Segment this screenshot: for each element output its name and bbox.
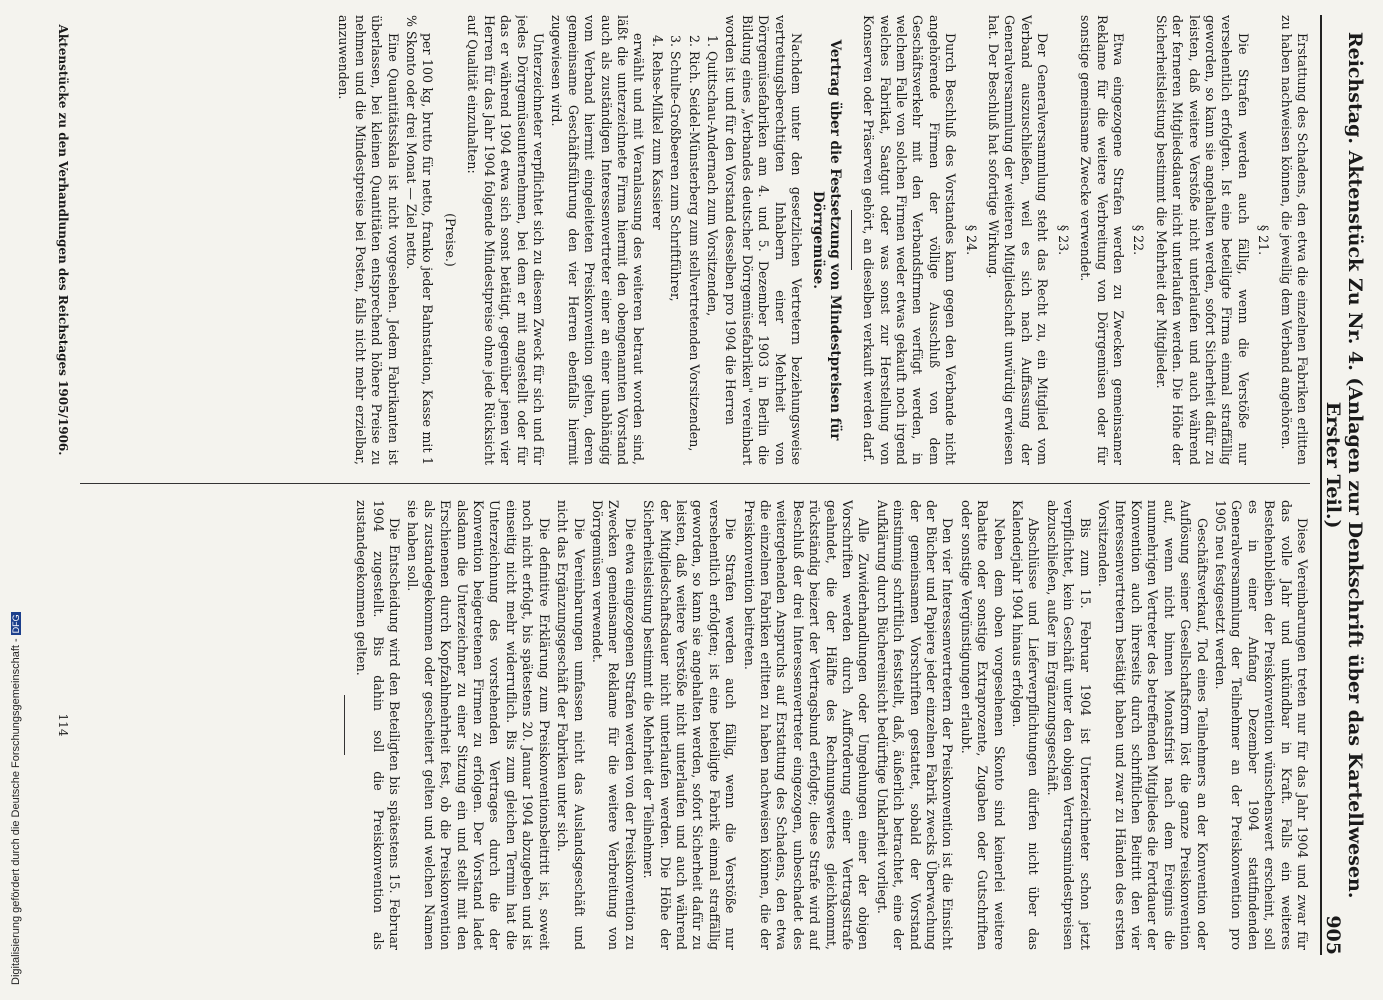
header-page-number: 905	[1322, 915, 1344, 955]
paragraph: Den vier Interessenvertretern der Preiskonvention ist die Einsicht der Bücher und Papiere jeder einzelnen Fabrik zwecks Überwachung der gemeinsamen Vorschriften gestattet, sobald der Vorstand einstimmig schriftlich feststellt, daß, äußerlich betrachtet, eine der Aufklärung durch Büchereinsicht bedürftige Unklarheit vorliegt.	[874, 500, 956, 950]
section-heading: § 22.	[1131, 224, 1147, 256]
list-item: 3. Schulte-Großbeeren zum Schriftführer,	[668, 35, 684, 302]
funding-note	[10, 612, 22, 985]
paragraph: Nachdem unter den gesetzlichen Vertretern beziehungsweise vertretungsberechtigten Inhabern einer Mehrheit von Dörrgemüsefabriken am 4. und 5. Dezember 1903 in Berlin die Bildung eines „Verbandes deutscher Dörrgemüsefabriken" vereinbart worden ist und für den Vorstand desselben pro 1904 die Herren	[723, 15, 805, 465]
page-header	[1320, 15, 1366, 955]
list-item: 1. Quittschau-Andernach zum Vorsitzenden,	[705, 35, 720, 317]
document-body	[40, 5, 1366, 965]
paragraph: Bis zum 15. Februar 1904 ist Unterzeichneter schon jetzt verpflichtet, kein Geschäft unter den obigen Vertragsmindestpreisen abzuschließen, außer im Ergänzungsgeschäft.	[1044, 500, 1093, 950]
section-heading: § 24.	[963, 224, 979, 256]
divider-rule	[851, 210, 852, 270]
section-heading: § 23.	[1055, 224, 1071, 256]
paragraph: Diese Vereinbarungen treten nur für das Jahr 1904 und zwar für das volle Jahr und unkündbar in Kraft. Falls ein weiteres Bestehenbleiben der Preiskonvention wünschenswert erscheint, soll es in einer Anfang Dezember 1904 stattfindenden Generalversammlung der Teilnehmer an der Preiskonvention pro 1905 neu festgesetzt werden.	[1212, 500, 1310, 950]
page-number: 114	[56, 713, 70, 737]
column-divider	[80, 483, 1310, 484]
contract-title: Vertrag über die Festsetzung von Mindestpreisen für Dörrgemüse.	[810, 39, 843, 441]
paragraph: Die Strafen werden auch fällig, wenn die Verstöße nur versehentlich erfolgten; ist eine beteiligte Fabrik einmal straffällig geworden, so kann sie angehalten werden, sofort Sicherheit dafür zu leisten, daß weitere Verstöße nicht unterlaufen und auch während der Mitgliedschaftsdauer nicht unterlaufen werden. Die Höhe der Sicherheitsleistung bestimmt die Mehrheit der Teilnehmer.	[641, 500, 739, 950]
paragraph: Erstattung des Schadens, den etwa die einzelnen Fabriken erlitten zu haben nachweisen können, die jeweilig dem Verband angehören.	[1278, 15, 1310, 465]
paragraph: Die Strafen werden auch fällig, wenn die Verstöße nur versehentlich erfolgten. Ist eine beteiligte Firma einmal straffällig geworden, so kann sie angehalten werden, sofort Sicherheit dafür zu leisten, daß weitere Verstöße nicht unterlaufen und auch während der ferneren Mitgliedsdauer nicht unterlaufen werden. Die Höhe der Sicherheitsleistung bestimmt die Mehrheit der Mitglieder.	[1153, 15, 1251, 465]
dfg-logo: DFG	[11, 614, 21, 634]
prices-placeholder: (Preise.)	[442, 213, 458, 267]
funding-note-text: Digitalisierung gefördert durch die Deutsche Forschungsgemeinschaft -	[10, 638, 22, 985]
left-column	[80, 15, 1310, 465]
paragraph: Geschäftsverkauf, Tod eines Teilnehmers an der Konvention oder Auflösung seiner Gesellschaftsform löst die ganze Preiskonvention auf, wenn nicht binnen Monatsfrist nach dem Ereignis die nunmehrigen Vertreter des betreffenden Mitgliedes die Fortdauer der Konvention auch ihrerseits durch schriftlichen Beitritt den vier Interessenvertretern bestätigt haben und zwar zu Händen des ersten Vorsitzenden.	[1096, 500, 1210, 950]
paragraph: Die etwa eingezogenen Strafen werden von der Preiskonvention zu Zwecken gemeinsamer Reklame für die weitere Verbreitung von Dörrgemüsen verwendet.	[589, 500, 638, 950]
paragraph: Abschlüsse und Lieferverpflichtungen dürfen nicht über das Kalenderjahr 1904 hinaus erfolgen.	[1010, 500, 1042, 950]
paragraph: Neben dem oben vorgesehenen Skonto sind keinerlei weitere Rabatte oder sonstige Extraprozente, Zugaben oder Gutschriften oder sonstige Vergünstigungen erlaubt.	[958, 500, 1007, 950]
running-title: Reichstag. Aktenstück Zu Nr. 4. (Anlagen zur Denkschrift über das Kartellwesen. Erster Teil.)	[1322, 31, 1366, 899]
paragraph: erwählt und mit Veranlassung des weiteren betraut worden sind, läßt die unterzeichnete Firma hiermit den obengenannten Vorstand auch als zuständigen Interessenvertreter einer an einer unabhängig vom Verband hiermit eingeleiteten Preiskonvention gelten, deren gemeinsame Geschäftsführung den vier Herren ebenfalls hiermit zugewiesen wird.	[549, 15, 647, 465]
paragraph: per 100 kg, brutto für netto, franko jeder Bahnstation, Kasse mit 1 % Skonto oder drei Monat — Ziel netto.	[404, 15, 436, 465]
divider-rule	[344, 695, 345, 755]
paragraph: Die Entscheidung wird den Beteiligten bis spätestens 15. Februar 1904 zugestellt. Bis dahin soll die Preiskonvention als zustandegekommen gelten.	[354, 500, 403, 950]
paragraph: Etwa eingezogene Strafen werden zu Zwecken gemeinsamer Reklame für die weitere Verbreitung von Dörrgemüsen oder für sonstige gemeinsame Zwecke verwendet.	[1078, 15, 1126, 465]
paragraph: Unterzeichneter verpflichtet sich zu diesem Zweck für sich und für jedes Dörrgemüseunternehmen, bei dem er mit angestellt oder für das er während 1904 etwa sich sonst betätigt, gegenüber jenen vier Herren für das Jahr 1904 folgende Mindestpreise ohne jede Rücksicht auf Qualität einzuhalten:	[465, 15, 546, 465]
section-heading: § 21.	[1256, 224, 1272, 256]
right-column	[80, 500, 1310, 950]
list-item: 2. Rich. Seidel-Münsterberg zum stellvertretenden Vorsitzenden,	[686, 35, 702, 452]
list-item: 4. Rehse-Milkel zum Kassierer	[649, 35, 665, 230]
paragraph: Die definitive Erklärung zum Preiskonventionsbeitritt ist, soweit noch nicht erfolgt, bis spätestens 20. Januar 1904 abzugeben und ist einseitig nicht mehr widerruflich. Bis zum gleichen Termin hat die Unterzeichnung des vorstehenden Vertrages durch die der Konvention beigetretenen Firmen zu erfolgen. Der Vorstand ladet alsdann die Unterzeichner zu einer Sitzung ein und stellt mit den Erschienenen durch Kopfzahlmehrheit fest, ob die Preiskonvention als zustandegekommen oder gescheitert gelten und welchen Namen sie haben soll.	[405, 500, 552, 950]
paragraph: Die Vereinbarungen umfassen nicht das Auslandsgeschäft und nicht das Ergänzungsgeschäft der Fabriken unter sich.	[555, 500, 587, 950]
paragraph: Der Generalversammlung steht das Recht zu, ein Mitglied vom Verband auszuschließen, weil es sich nach Auffassung der Generalversammlung der weiteren Mitgliedschaft unwürdig erwiesen hat. Der Beschluß hat sofortige Wirkung.	[986, 15, 1051, 465]
paragraph: Alle Zuwiderhandlungen oder Umgehungen einer der obigen Vorschriften werden durch Aufforderung einer Vertragsstrafe geahndet, die der Hälfte des Rechnungswertes gleichkommt, rückständig beizert der Vertragsbund erfolgte; diese Strafe wird auf Beschluß der drei Interessenvertreter eingezogen, unbeschadet des weitergehenden Anspruchs auf Erstattung des Schadens, den etwa die einzelnen Fabriken erlitten zu haben nachweisen können, die der Preiskonvention beitreten.	[741, 500, 872, 950]
paragraph: Eine Quantitätsskala ist nicht vorgesehen. Jedem Fabrikanten ist überlassen, bei kleinen Quantitäten entsprechend höhere Preise zu nehmen und die Mindestpreise bei Posten, falls nicht mehr erzielbar, anzuwenden.	[336, 15, 401, 465]
paragraph: Durch Beschluß des Vorstandes kann gegen den Verbande nicht angehörende Firmen der völlige Ausschluß von dem Geschäftsverkehr mit den Verbandsfirmen verfügt werden, in welchem Falle von solchen Firmen weder etwas gekauft noch irgend welches Fabrikat, Saatgut oder was sonst zur Herstellung von Konserven oder Präserven gehört, an dieselben verkauft werden darf.	[861, 15, 959, 465]
page-footer: Aktenstücke zu den Verhandlungen des Reichstages 1905/1906.	[56, 24, 70, 456]
side-margin	[0, 0, 30, 1000]
